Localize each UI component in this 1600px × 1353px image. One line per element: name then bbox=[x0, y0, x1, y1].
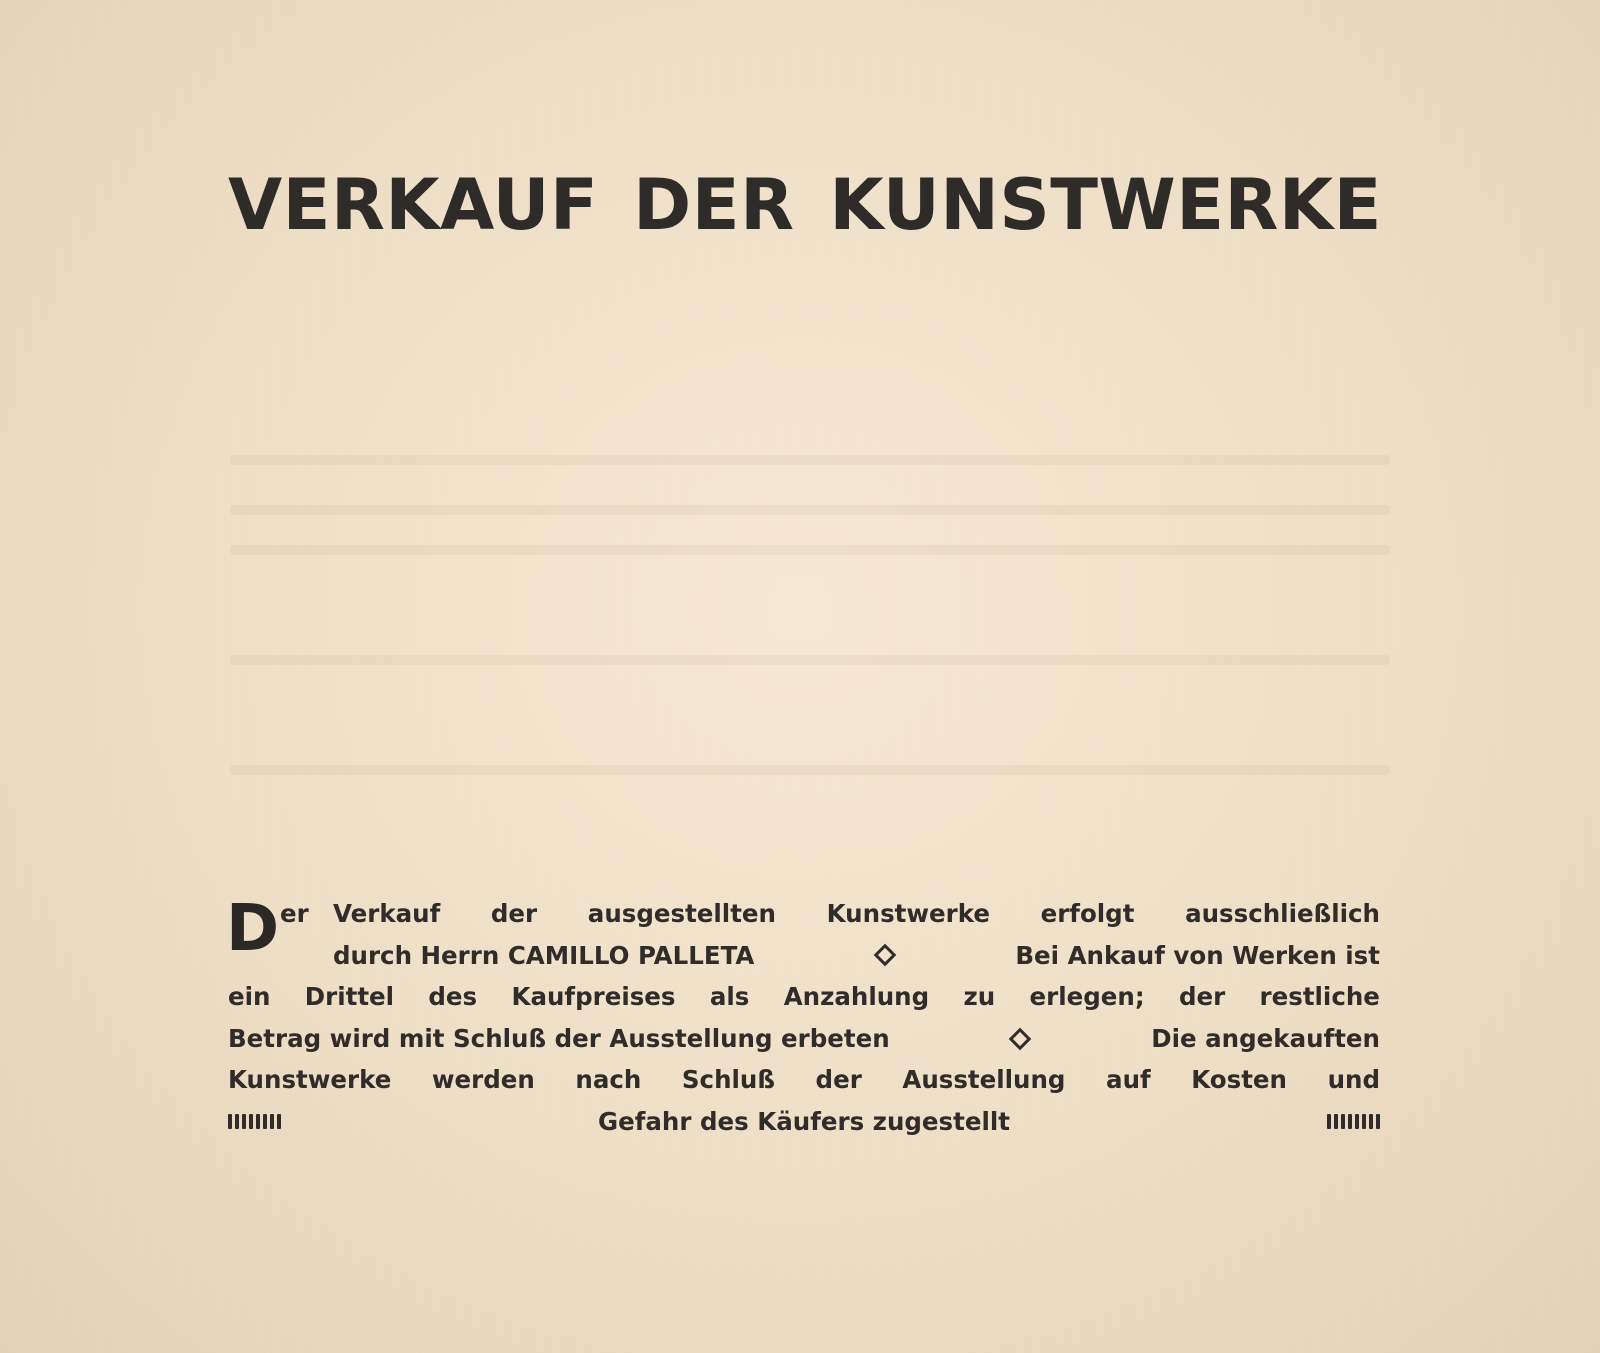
paragraph-line bbox=[228, 1018, 1380, 1060]
word: Kunstwerke bbox=[826, 899, 990, 928]
paragraph-text bbox=[228, 976, 1380, 1018]
word: Kaufpreises bbox=[511, 982, 676, 1012]
word: erlegen; bbox=[1029, 982, 1145, 1012]
word: der bbox=[815, 1065, 862, 1095]
paragraph-text: Bei Ankauf von Werken ist bbox=[1015, 940, 1380, 970]
word: Ausstellung bbox=[902, 1065, 1066, 1095]
word: Kosten bbox=[1191, 1065, 1287, 1095]
diamond-ornament-icon bbox=[874, 944, 897, 967]
show-through-line bbox=[230, 505, 1390, 515]
paragraph-line bbox=[228, 935, 1380, 977]
word: nach bbox=[575, 1065, 642, 1095]
show-through-line bbox=[230, 765, 1390, 775]
diamond-ornament-icon bbox=[1009, 1027, 1032, 1050]
word: als bbox=[709, 982, 750, 1012]
word: Verkauf bbox=[333, 899, 441, 928]
show-through-line bbox=[230, 455, 1390, 465]
line-filler-ornament-right bbox=[1327, 1114, 1380, 1130]
word: des bbox=[428, 982, 478, 1012]
paragraph-text bbox=[228, 1059, 1380, 1101]
word: und bbox=[1327, 1065, 1380, 1095]
word: Kunstwerke bbox=[228, 1065, 392, 1095]
drop-cap-continuation: er bbox=[280, 899, 309, 928]
paragraph-line bbox=[228, 1101, 1380, 1143]
word: zu bbox=[963, 982, 996, 1012]
page-title: VERKAUF DER KUNSTWERKE bbox=[228, 164, 1382, 246]
paragraph-line bbox=[228, 1059, 1380, 1101]
show-through-line bbox=[230, 655, 1390, 665]
drop-cap: D bbox=[226, 892, 280, 966]
word: ein bbox=[228, 982, 271, 1012]
paragraph-text bbox=[333, 893, 1380, 935]
word: Anzahlung bbox=[783, 982, 930, 1012]
line-filler-ornament-left bbox=[228, 1114, 281, 1130]
paragraph-text: Betrag wird mit Schluß der Ausstellung erbeten bbox=[228, 1023, 890, 1053]
show-through-line bbox=[230, 545, 1390, 555]
word: auf bbox=[1106, 1065, 1151, 1095]
word: Drittel bbox=[304, 982, 395, 1012]
paragraph-text: Die angekauften bbox=[1151, 1023, 1380, 1053]
word: Schluß bbox=[681, 1065, 775, 1095]
word: restliche bbox=[1259, 982, 1380, 1012]
paragraph-text: durch Herrn CAMILLO PALLETA bbox=[333, 940, 755, 970]
paragraph-line bbox=[228, 976, 1380, 1018]
sales-terms-paragraph bbox=[228, 893, 1380, 1143]
word: ausgestellten bbox=[587, 899, 776, 928]
word: werden bbox=[431, 1065, 535, 1095]
word: der bbox=[490, 899, 538, 928]
word: der bbox=[1178, 982, 1226, 1012]
word: erfolgt bbox=[1040, 899, 1135, 928]
paragraph-text: Gefahr des Käufers zugestellt bbox=[598, 1107, 1010, 1137]
word: ausschließlich bbox=[1185, 899, 1380, 928]
